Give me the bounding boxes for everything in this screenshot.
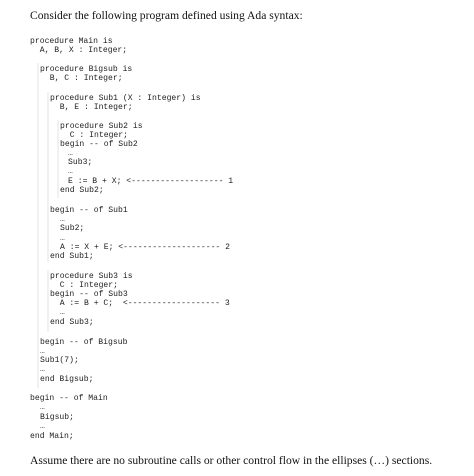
code-line-ellipsis: … xyxy=(60,215,65,224)
code-line-sub2-vars: C : Integer; xyxy=(60,131,128,140)
code-line-call-sub1: Sub1(7); xyxy=(40,356,79,365)
sub2-block-shade xyxy=(57,120,59,198)
code-line-marker-1: E := B + X; <------------------- 1 xyxy=(68,177,234,186)
bigsub-block-shade xyxy=(37,63,39,388)
code-line-begin-sub3: begin -- of Sub3 xyxy=(50,290,128,299)
intro-text: Consider the following program defined using Ada syntax: xyxy=(30,9,303,22)
code-line-begin-bigsub: begin -- of Bigsub xyxy=(40,338,128,347)
code-line-sub1-vars: B, E : Integer; xyxy=(50,103,133,112)
code-line-ellipsis: … xyxy=(60,234,65,243)
code-line-ellipsis: … xyxy=(68,149,73,158)
code-line-bigsub-vars: B, C : Integer; xyxy=(40,74,123,83)
outro-text: Assume there are no subroutine calls or other control flow in the ellipses (…) sections. xyxy=(30,454,433,467)
code-line-ellipsis: … xyxy=(40,365,45,374)
code-line-procedure-sub2: procedure Sub2 is xyxy=(60,122,143,131)
code-line-procedure-sub3: procedure Sub3 is xyxy=(50,272,133,281)
code-line-ellipsis: … xyxy=(40,347,45,356)
code-line-sub3-vars: C : Integer; xyxy=(50,281,118,290)
code-line-begin-sub2: begin -- of Sub2 xyxy=(60,140,138,149)
code-line-begin-sub1: begin -- of Sub1 xyxy=(50,206,128,215)
code-line-ellipsis: … xyxy=(68,167,73,176)
code-line-call-bigsub: Bigsub; xyxy=(40,413,74,422)
code-line-call-sub2: Sub2; xyxy=(60,224,85,233)
code-line-end-sub2: end Sub2; xyxy=(60,186,104,195)
code-line-marker-3: A := B + C; <------------------- 3 xyxy=(50,299,230,308)
code-line-main-vars: A, B, X : Integer; xyxy=(30,46,128,55)
code-line-marker-2: A := X + E; <-------------------- 2 xyxy=(60,243,230,252)
code-line-end-sub3: end Sub3; xyxy=(50,318,94,327)
code-line-procedure-sub1: procedure Sub1 (X : Integer) is xyxy=(50,94,201,103)
code-line-ellipsis: … xyxy=(40,403,45,412)
code-line-ellipsis: … xyxy=(60,308,65,317)
sub1-block-shade xyxy=(47,92,49,262)
code-line-end-sub1: end Sub1; xyxy=(50,252,94,261)
code-line-begin-main: begin -- of Main xyxy=(30,394,108,403)
sub3-block-shade xyxy=(47,270,49,332)
code-line-procedure-main: procedure Main is xyxy=(30,37,113,46)
code-line-procedure-bigsub: procedure Bigsub is xyxy=(40,65,133,74)
code-line-end-main: end Main; xyxy=(30,432,74,441)
code-line-end-bigsub: end Bigsub; xyxy=(40,375,94,384)
code-line-ellipsis: … xyxy=(40,422,45,431)
code-line-call-sub3: Sub3; xyxy=(68,158,93,167)
